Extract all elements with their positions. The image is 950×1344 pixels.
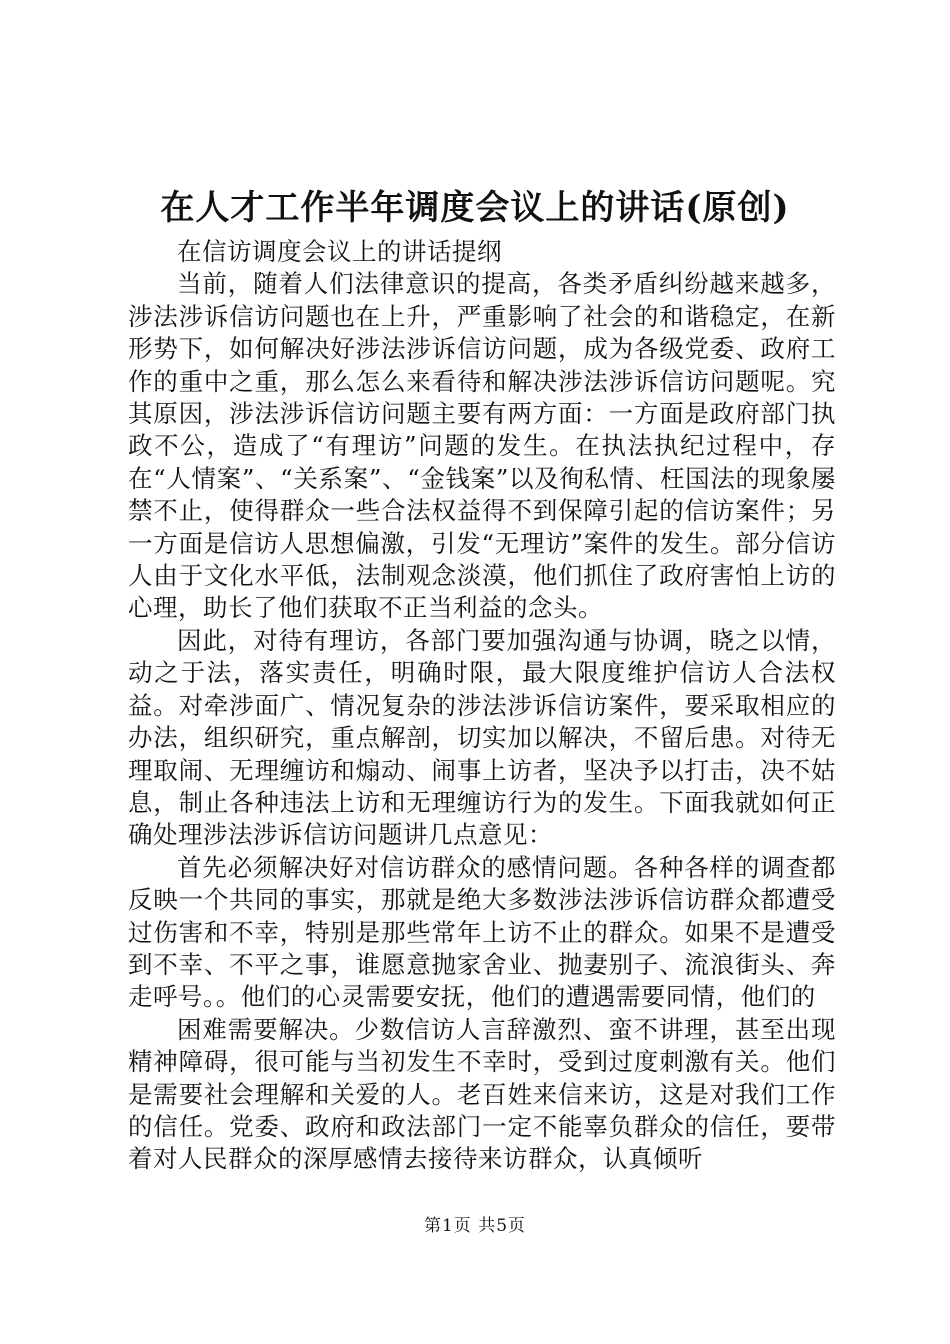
document-body: [128, 236, 836, 1176]
document-title: 在人才工作半年调度会议上的讲话(原创): [160, 188, 790, 228]
paragraph-2: 因此，对待有理访，各部门要加强沟通与协调，晓之以情，动之于法，落实责任，明确时限，最大限度维护信访人合法权益。对牵涉面广、情况复杂的涉法涉诉信访案件，要采取相应的办法，组织研究，重点解剖，切实加以解决，不留后患。对待无理取闹、无理缠访和煽动、闹事上访者，坚决予以打击，决不姑息，制止各种违法上访和无理缠访行为的发生。下面我就如何正确处理涉法涉诉信访问题讲几点意见：: [128, 625, 836, 850]
paragraph-1: 当前，随着人们法律意识的提高，各类矛盾纠纷越来越多，涉法涉诉信访问题也在上升，严重影响了社会的和谐稳定，在新形势下，如何解决好涉法涉诉信访问题，成为各级党委、政府工作的重中之重，那么怎么来看待和解决涉法涉诉信访问题呢。究其原因，涉法涉诉信访问题主要有两方面：一方面是政府部门执政不公，造成了“有理访”问题的发生。在执法执纪过程中，存在“人情案”、“关系案”、“金钱案”以及徇私情、枉国法的现象屡禁不止，使得群众一些合法权益得不到保障引起的信访案件；另一方面是信访人思想偏激，引发“无理访”案件的发生。部分信访人由于文化水平低，法制观念淡漠，他们抓住了政府害怕上访的心理，助长了他们获取不正当利益的念头。: [128, 269, 836, 623]
paragraph-4: 困难需要解决。少数信访人言辞激烈、蛮不讲理，甚至出现精神障碍，很可能与当初发生不幸时，受到过度刺激有关。他们是需要社会理解和关爱的人。老百姓来信来访，这是对我们工作的信任。党委、政府和政法部门一定不能辜负群众的信任，要带着对人民群众的深厚感情去接待来访群众，认真倾听: [128, 1014, 836, 1174]
outline-subtitle: 在信访调度会议上的讲话提纲: [177, 237, 502, 266]
paragraph-3: 首先必须解决好对信访群众的感情问题。各种各样的调查都反映一个共同的事实，那就是绝大多数涉法涉诉信访群众都遭受过伤害和不幸，特别是那些常年上访不止的群众。如果不是遭受到不幸、不平之事，谁愿意抛家舍业、抛妻别子、流浪街头、奔走呼号。。他们的心灵需要安抚，他们的遭遇需要同情，他们的: [128, 852, 836, 1012]
page-number-footer: 第1页 共5页: [423, 1216, 527, 1236]
